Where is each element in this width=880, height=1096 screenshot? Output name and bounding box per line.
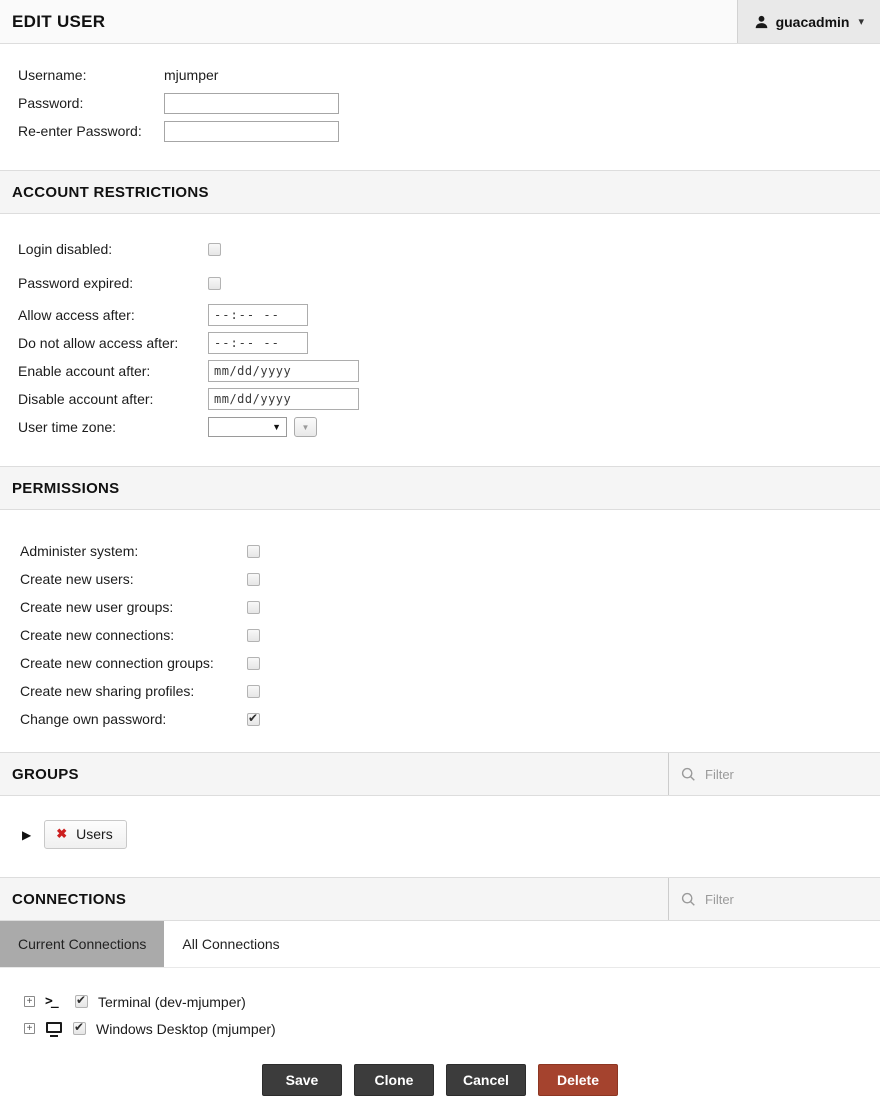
expand-plus-icon[interactable]: + <box>24 1023 35 1034</box>
disable-account-date-input[interactable] <box>208 388 359 410</box>
cancel-button[interactable]: Cancel <box>446 1064 526 1096</box>
account-restrictions-header <box>0 170 880 214</box>
timezone-label: User time zone: <box>18 419 117 435</box>
permission-row <box>20 680 880 702</box>
permission-row <box>20 568 880 590</box>
password-row <box>18 92 880 114</box>
connections-header <box>0 877 880 921</box>
user-menu-button[interactable] <box>737 0 880 43</box>
connection-label: Terminal (dev-mjumper) <box>98 993 246 1010</box>
connections-tree <box>0 968 880 1042</box>
reenter-password-label: Re-enter Password: <box>18 123 142 139</box>
deny-access-row <box>18 332 880 354</box>
allow-access-row <box>18 304 880 326</box>
clone-button[interactable]: Clone <box>354 1064 434 1096</box>
groups-filter <box>668 753 880 795</box>
connections-tab-bar <box>0 921 880 968</box>
page-header <box>0 0 880 44</box>
save-button[interactable]: Save <box>262 1064 342 1096</box>
timezone-zone-select[interactable] <box>294 417 317 437</box>
dropdown-arrow-icon: ▼ <box>301 422 310 432</box>
create-user-groups-checkbox[interactable] <box>247 601 260 614</box>
enable-account-row <box>18 360 880 382</box>
create-connection-groups-checkbox[interactable] <box>247 657 260 670</box>
enable-account-label: Enable account after: <box>18 363 151 379</box>
create-sharing-profiles-checkbox[interactable] <box>247 685 260 698</box>
terminal-icon: >_ <box>45 994 57 1009</box>
user-credentials-form <box>0 44 880 156</box>
reenter-password-row <box>18 120 880 142</box>
groups-title: GROUPS <box>12 765 79 783</box>
account-restrictions-title: ACCOUNT RESTRICTIONS <box>12 183 209 201</box>
user-menu-label: guacadmin <box>775 13 850 30</box>
disable-account-row <box>18 388 880 410</box>
allow-access-time-input[interactable] <box>208 304 308 326</box>
group-chip-label: Users <box>76 826 113 842</box>
permission-row <box>20 624 880 646</box>
create-users-label: Create new users: <box>20 571 134 587</box>
username-value: mjumper <box>164 67 219 83</box>
administer-system-checkbox[interactable] <box>247 545 260 558</box>
login-disabled-checkbox[interactable] <box>208 243 221 256</box>
chevron-down-icon: ▾ <box>858 16 864 28</box>
groups-body <box>0 796 880 877</box>
desktop-icon <box>45 1021 63 1037</box>
permission-row <box>20 540 880 562</box>
password-expired-checkbox[interactable] <box>208 277 221 290</box>
create-user-groups-label: Create new user groups: <box>20 599 174 615</box>
password-expired-label: Password expired: <box>18 275 134 291</box>
connection-row-windows-desktop <box>24 1015 880 1042</box>
login-disabled-row <box>18 238 880 260</box>
password-label: Password: <box>18 95 84 111</box>
delete-button[interactable]: Delete <box>538 1064 618 1096</box>
permission-row <box>20 708 880 730</box>
password-expired-row <box>18 272 880 294</box>
connection-label: Windows Desktop (mjumper) <box>96 1020 276 1037</box>
connection-row-terminal <box>24 988 880 1015</box>
username-row <box>18 64 880 86</box>
password-input[interactable] <box>164 93 339 114</box>
allow-access-label: Allow access after: <box>18 307 135 323</box>
groups-filter-input[interactable] <box>705 767 855 782</box>
permissions-title: PERMISSIONS <box>12 479 120 497</box>
permissions-header <box>0 466 880 510</box>
create-sharing-profiles-label: Create new sharing profiles: <box>20 683 195 699</box>
deny-access-time-input[interactable] <box>208 332 308 354</box>
connections-filter <box>668 878 880 920</box>
reenter-password-input[interactable] <box>164 121 339 142</box>
search-icon <box>681 767 696 782</box>
remove-group-icon[interactable]: ✖ <box>56 826 68 841</box>
tab-all-connections[interactable]: All Connections <box>182 936 280 952</box>
timezone-row <box>18 416 880 438</box>
action-buttons <box>0 1064 880 1096</box>
expand-plus-icon[interactable]: + <box>24 996 35 1007</box>
create-connection-groups-label: Create new connection groups: <box>20 655 214 671</box>
connections-filter-input[interactable] <box>705 892 855 907</box>
permission-row <box>20 596 880 618</box>
account-restrictions-form <box>0 214 880 452</box>
terminal-connection-checkbox[interactable] <box>75 995 88 1008</box>
group-chip-users[interactable] <box>44 820 126 849</box>
administer-system-label: Administer system: <box>20 543 139 559</box>
login-disabled-label: Login disabled: <box>18 241 113 257</box>
change-own-password-label: Change own password: <box>20 711 167 727</box>
expand-arrow-icon[interactable]: ▶ <box>22 827 32 842</box>
create-connections-checkbox[interactable] <box>247 629 260 642</box>
tab-current-connections[interactable]: Current Connections <box>0 921 164 967</box>
deny-access-label: Do not allow access after: <box>18 335 179 351</box>
dropdown-arrow-icon: ▼ <box>272 422 281 432</box>
change-own-password-checkbox[interactable] <box>247 713 260 726</box>
enable-account-date-input[interactable] <box>208 360 359 382</box>
create-users-checkbox[interactable] <box>247 573 260 586</box>
create-connections-label: Create new connections: <box>20 627 175 643</box>
user-icon <box>754 14 769 30</box>
username-label: Username: <box>18 67 87 83</box>
disable-account-label: Disable account after: <box>18 391 154 407</box>
permissions-form <box>0 510 880 752</box>
page-title: EDIT USER <box>12 11 106 31</box>
connections-title: CONNECTIONS <box>12 890 127 908</box>
groups-header <box>0 752 880 796</box>
permission-row <box>20 652 880 674</box>
windows-desktop-connection-checkbox[interactable] <box>73 1022 86 1035</box>
timezone-region-select[interactable] <box>208 417 287 437</box>
search-icon <box>681 892 696 907</box>
